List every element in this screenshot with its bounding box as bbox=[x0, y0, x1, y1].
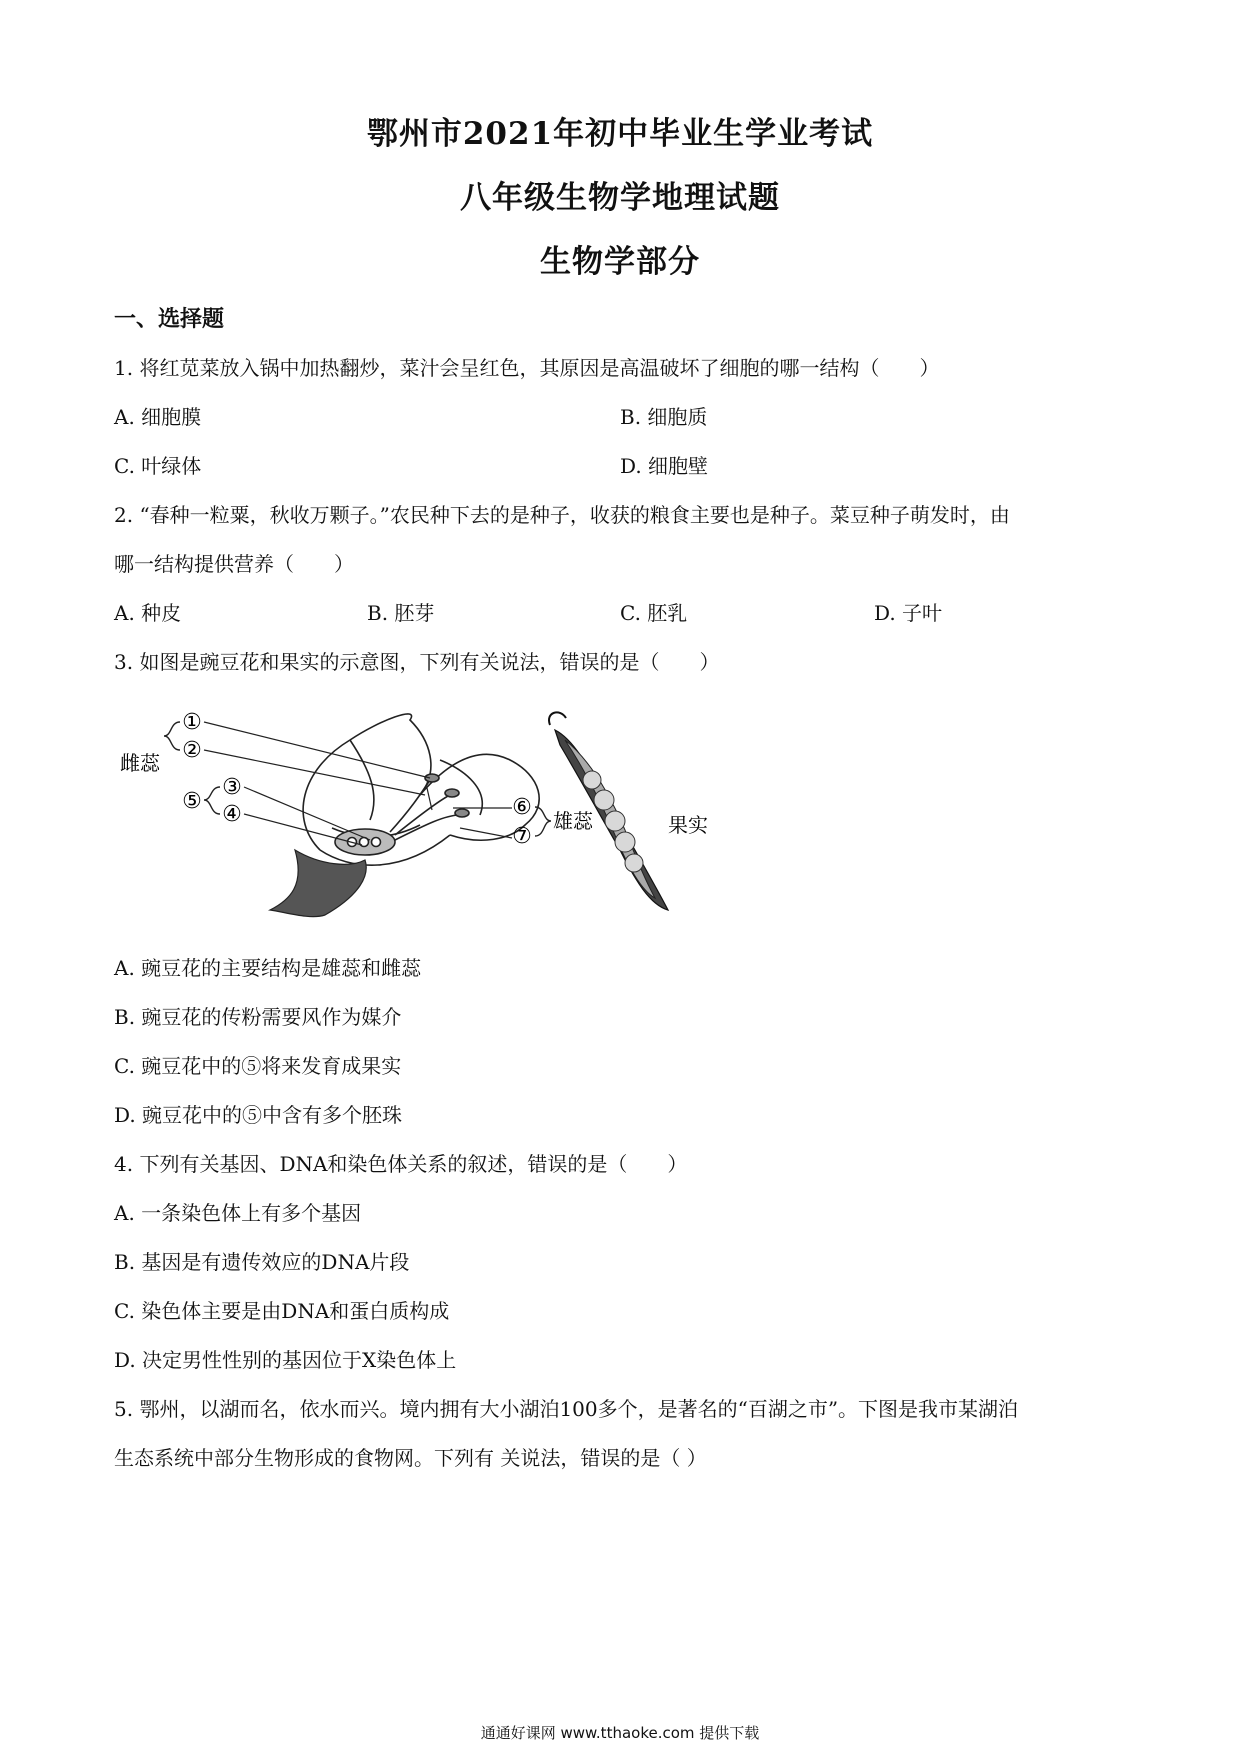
fruit-label: 果实 bbox=[668, 813, 708, 837]
section-title: 生物学部分 bbox=[540, 244, 700, 280]
stamen-brace bbox=[535, 807, 551, 836]
label-7: ⑦ bbox=[512, 824, 532, 849]
q1-option-c: C. 叶绿体 bbox=[114, 454, 202, 478]
q2-option-b: B. 胚芽 bbox=[367, 601, 435, 625]
q3-stem: 3. 如图是豌豆花和果实的示意图，下列有关说法，错误的是（ ） bbox=[114, 650, 720, 674]
label-4: ④ bbox=[222, 802, 242, 827]
stamen-label: 雄蕊 bbox=[553, 809, 593, 833]
q2-stem-line2: 哪一结构提供营养（ ） bbox=[114, 552, 354, 576]
pistil-label: 雌蕊 bbox=[120, 751, 160, 775]
section-heading: 一、选择题 bbox=[114, 306, 225, 332]
q2-option-c: C. 胚乳 bbox=[620, 601, 688, 625]
label-6: ⑥ bbox=[512, 795, 532, 820]
q4-option-b: B. 基因是有遗传效应的DNA片段 bbox=[114, 1250, 410, 1274]
q4-option-d: D. 决定男性性别的基因位于X染色体上 bbox=[114, 1348, 457, 1372]
exam-title: 鄂州市2021年初中毕业生学业考试 bbox=[366, 116, 874, 152]
q1-option-b: B. 细胞质 bbox=[620, 405, 708, 429]
q3-option-c: C. 豌豆花中的⑤将来发育成果实 bbox=[114, 1054, 402, 1078]
q5-stem-line2: 生态系统中部分生物形成的食物网。下列有 关说法，错误的是（ ） bbox=[114, 1446, 707, 1470]
q4-option-c: C. 染色体主要是由DNA和蛋白质构成 bbox=[114, 1299, 450, 1323]
q3-option-b: B. 豌豆花的传粉需要风作为媒介 bbox=[114, 1005, 402, 1029]
q5-stem-line1: 5. 鄂州，以湖而名，依水而兴。境内拥有大小湖泊100多个，是著名的“百湖之市”。下图是我市某湖泊 bbox=[114, 1397, 1019, 1421]
q1-option-d: D. 细胞壁 bbox=[620, 454, 709, 478]
label-2: ② bbox=[182, 738, 202, 763]
ovary-brace bbox=[204, 787, 220, 814]
q3-option-d: D. 豌豆花中的⑤中含有多个胚珠 bbox=[114, 1103, 403, 1127]
pistil-brace bbox=[164, 722, 180, 750]
pea-flower-illustration bbox=[303, 714, 539, 865]
page-footer: 通通好课网 www.tthaoke.com 提供下载 bbox=[480, 1724, 760, 1742]
leader-lines bbox=[204, 722, 512, 845]
q2-option-d: D. 子叶 bbox=[874, 601, 943, 625]
pea-flower-fruit-figure bbox=[120, 700, 740, 920]
label-1: ① bbox=[182, 710, 202, 735]
calyx-shape bbox=[270, 850, 366, 917]
q4-option-a: A. 一条染色体上有多个基因 bbox=[114, 1201, 362, 1225]
q1-option-a: A. 细胞膜 bbox=[114, 405, 202, 429]
q2-stem-line1: 2. “春种一粒粟，秋收万颗子。”农民种下去的是种子，收获的粮食主要也是种子。菜豆种子萌发时，由 bbox=[114, 503, 1010, 527]
q2-option-a: A. 种皮 bbox=[114, 601, 182, 625]
q4-stem: 4. 下列有关基因、DNA和染色体关系的叙述，错误的是（ ） bbox=[114, 1152, 688, 1176]
label-3: ③ bbox=[222, 775, 242, 800]
q3-option-a: A. 豌豆花的主要结构是雄蕊和雌蕊 bbox=[114, 956, 422, 980]
label-5: ⑤ bbox=[182, 789, 202, 814]
exam-subtitle: 八年级生物学地理试题 bbox=[460, 180, 780, 216]
q1-stem: 1. 将红苋菜放入锅中加热翻炒，菜汁会呈红色，其原因是高温破坏了细胞的哪一结构（ ） bbox=[114, 356, 940, 380]
